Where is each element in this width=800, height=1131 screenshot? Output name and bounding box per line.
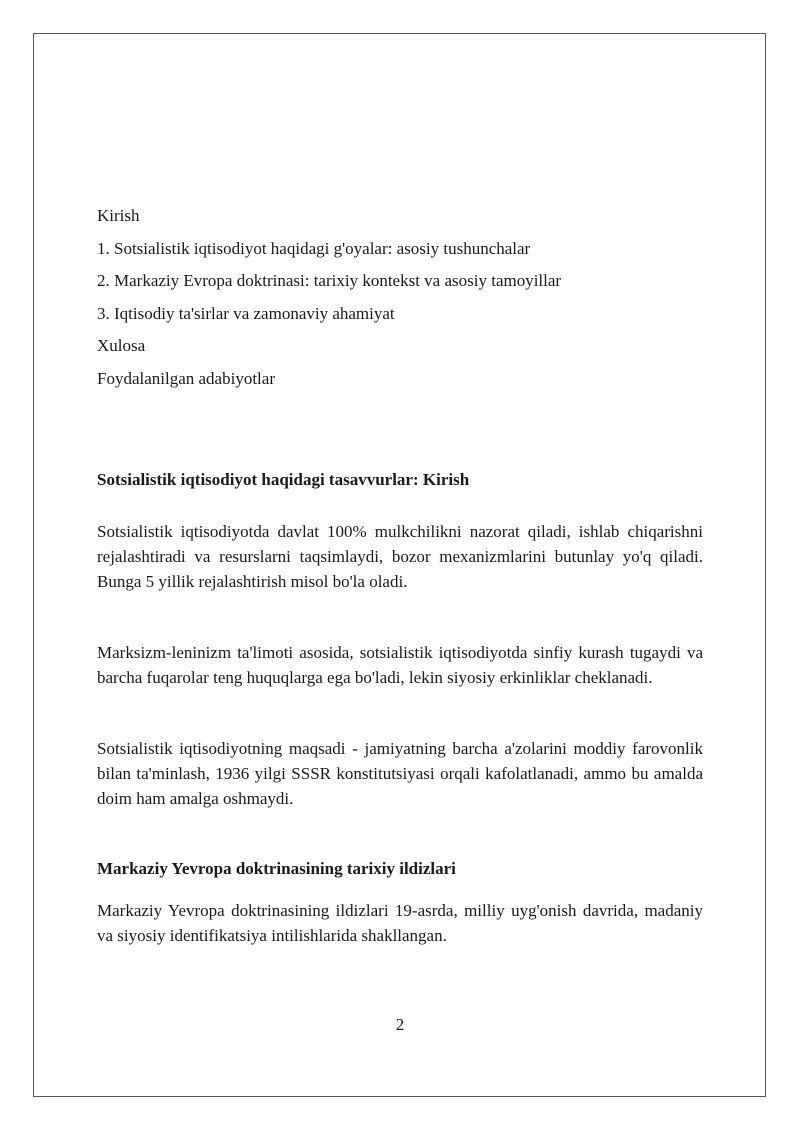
toc-item-3: 3. Iqtisodiy ta'sirlar va zamonaviy ahamiyat <box>97 303 395 323</box>
section-heading-history: Markaziy Yevropa doktrinasining tarixiy ildizlari <box>97 859 456 878</box>
toc-item-1: 1. Sotsialistik iqtisodiyot haqidagi g'oyalar: asosiy tushunchalar <box>97 238 531 258</box>
paragraph: Sotsialistik iqtisodiyotda davlat 100% mulkchilikni nazorat qiladi, ishlab chiqarishni rejalashtiradi va resurslarni taqsimlaydi, bozor mexanizmlarini butunlay yo'q qiladi. Bunga 5 yillik rejalashtirish misol bo'la oladi. <box>97 522 703 591</box>
toc-item-references: Foydalanilgan adabiyotlar <box>97 368 275 388</box>
section-heading-intro: Sotsialistik iqtisodiyot haqidagi tasavvurlar: Kirish <box>97 470 470 489</box>
table-of-contents <box>97 200 703 395</box>
document-body <box>97 200 703 948</box>
paragraph: Marksizm-leninizm ta'limoti asosida, sotsialistik iqtisodiyotda sinfiy kurash tugaydi va barcha fuqarolar teng huquqlarga ega bo'ladi, lekin siyosiy erkinliklar cheklanadi. <box>97 643 703 687</box>
paragraph: Sotsialistik iqtisodiyotning maqsadi - jamiyatning barcha a'zolarini moddiy farovonlik bilan ta'minlash, 1936 yilgi SSSR konstitutsiyasi orqali kafolatlanadi, ammo bu amalda doim ham amalga oshmaydi. <box>97 739 703 808</box>
toc-item-intro: Kirish <box>97 206 140 225</box>
toc-item-2: 2. Markaziy Evropa doktrinasi: tarixiy kontekst va asosiy tamoyillar <box>97 271 562 290</box>
toc-item-conclusion: Xulosa <box>97 336 146 355</box>
page-number: 2 <box>395 1015 405 1034</box>
paragraph: Markaziy Yevropa doktrinasining ildizlari 19-asrda, milliy uyg'onish davrida, madaniy va siyosiy identifikatsiya intilishlarida shakllangan. <box>97 901 703 945</box>
